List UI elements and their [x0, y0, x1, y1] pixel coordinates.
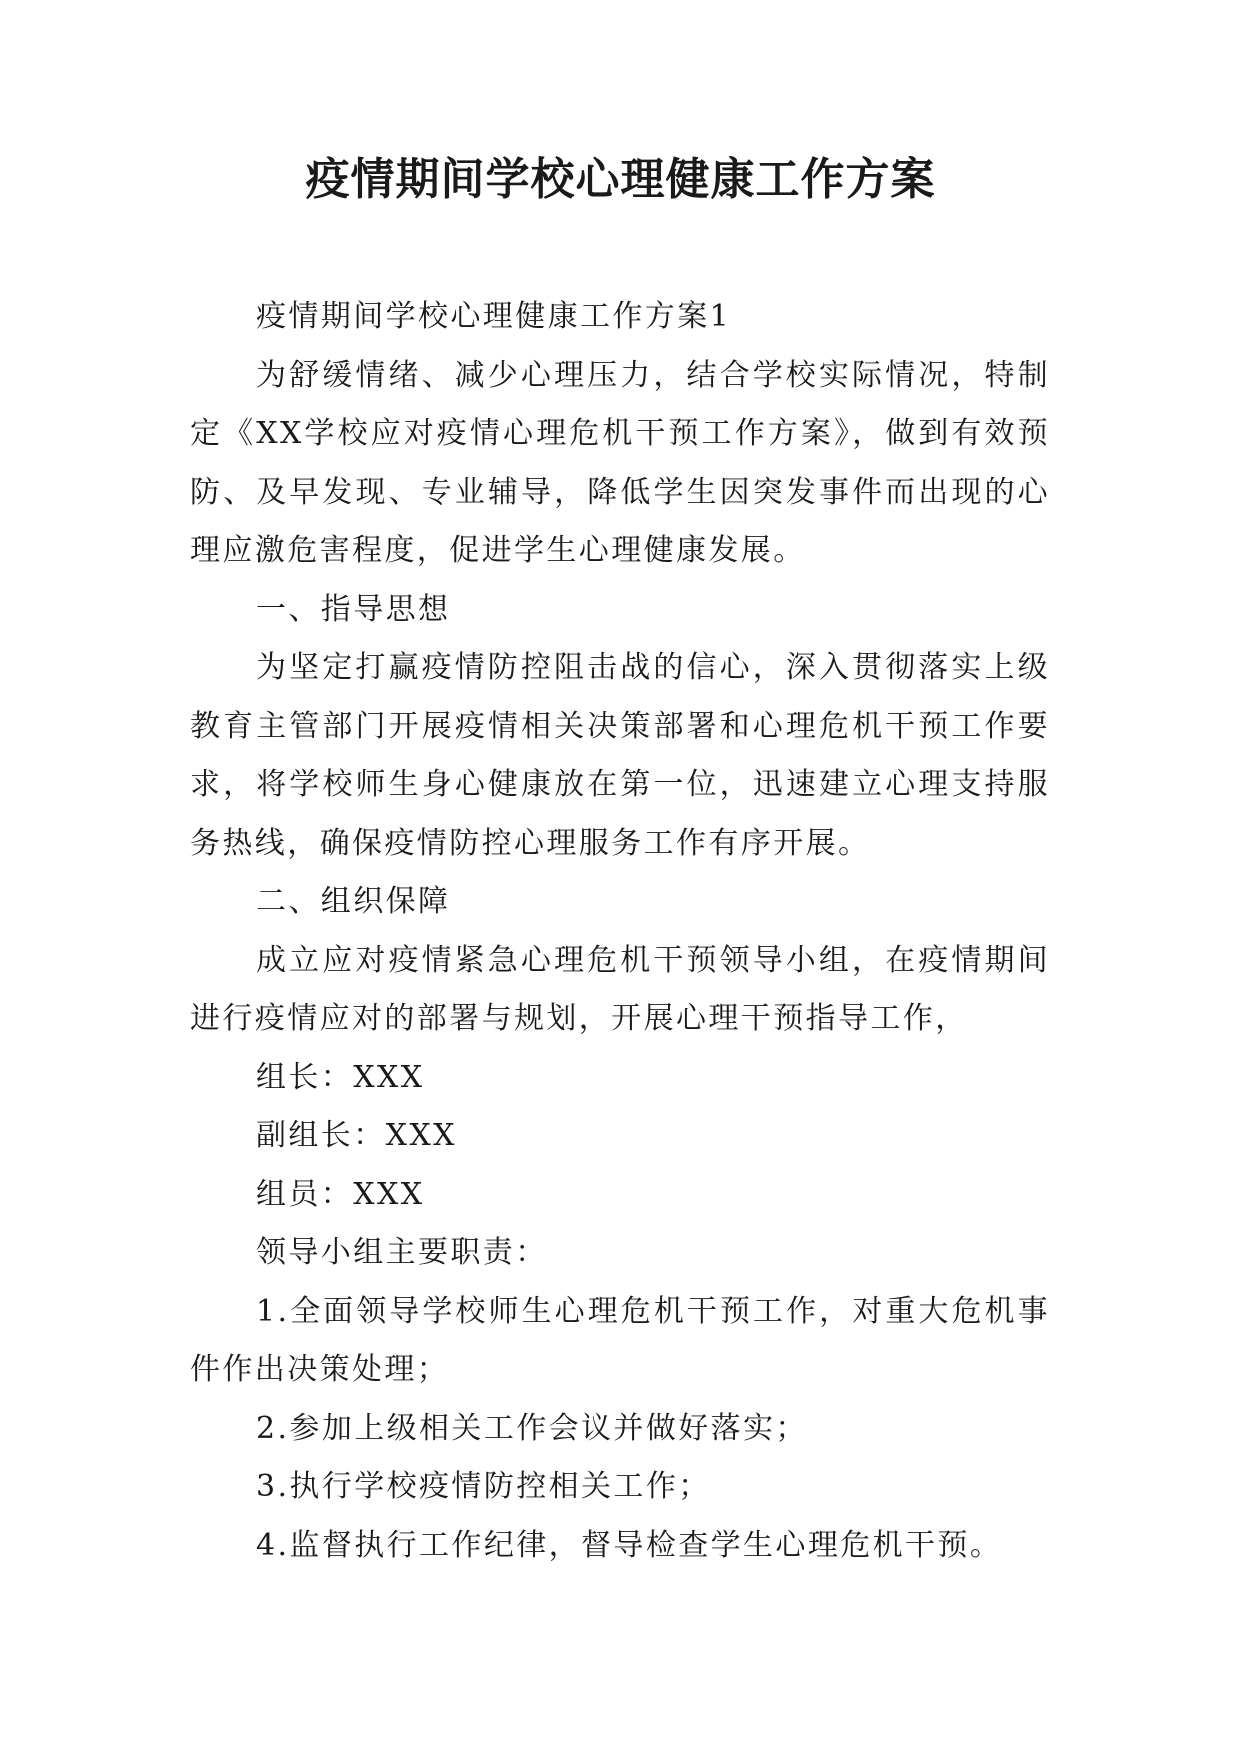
document-body — [190, 288, 1050, 1575]
document-title: 疫情期间学校心理健康工作方案 — [305, 154, 936, 205]
paragraph-organization: 成立应对疫情紧急心理危机干预领导小组，在疫情期间进行疫情应对的部署与规划，开展心理干预指导工作， — [190, 942, 1050, 1036]
paragraph-guiding-ideology: 为坚定打赢疫情防控阻击战的信心，深入贯彻落实上级教育主管部门开展疫情相关决策部署和心理危机干预工作要求，将学校师生身心健康放在第一位，迅速建立心理支持服务热线，确保疫情防控心理服务工作有序开展。 — [190, 650, 1050, 861]
paragraph-intro: 为舒缓情绪、减少心理压力，结合学校实际情况，特制定《XX学校应对疫情心理危机干预工作方案》，做到有效预防、及早发现、专业辅导，降低学生因突发事件而出现的心理应激危害程度，促进学生心理健康发展。 — [190, 357, 1050, 568]
duty-item: 1.全面领导学校师生心理危机干预工作，对重大危机事件作出决策处理； — [190, 1293, 1050, 1387]
duty-item: 3.执行学校疫情防控相关工作； — [256, 1469, 711, 1504]
section-heading-guiding-ideology: 一、指导思想 — [256, 591, 451, 627]
paragraph-subtitle: 疫情期间学校心理健康工作方案1 — [256, 299, 732, 334]
deputy-group-leader: 副组长：XXX — [256, 1118, 457, 1153]
duty-item: 2.参加上级相关工作会议并做好落实； — [256, 1410, 808, 1446]
group-members: 组员：XXX — [256, 1176, 425, 1212]
duty-item: 4.监督执行工作纪律，督导检查学生心理危机干预。 — [256, 1527, 1003, 1563]
duties-heading: 领导小组主要职责： — [256, 1235, 548, 1270]
group-leader: 组长：XXX — [256, 1059, 425, 1095]
section-heading-organization: 二、组织保障 — [256, 884, 451, 919]
